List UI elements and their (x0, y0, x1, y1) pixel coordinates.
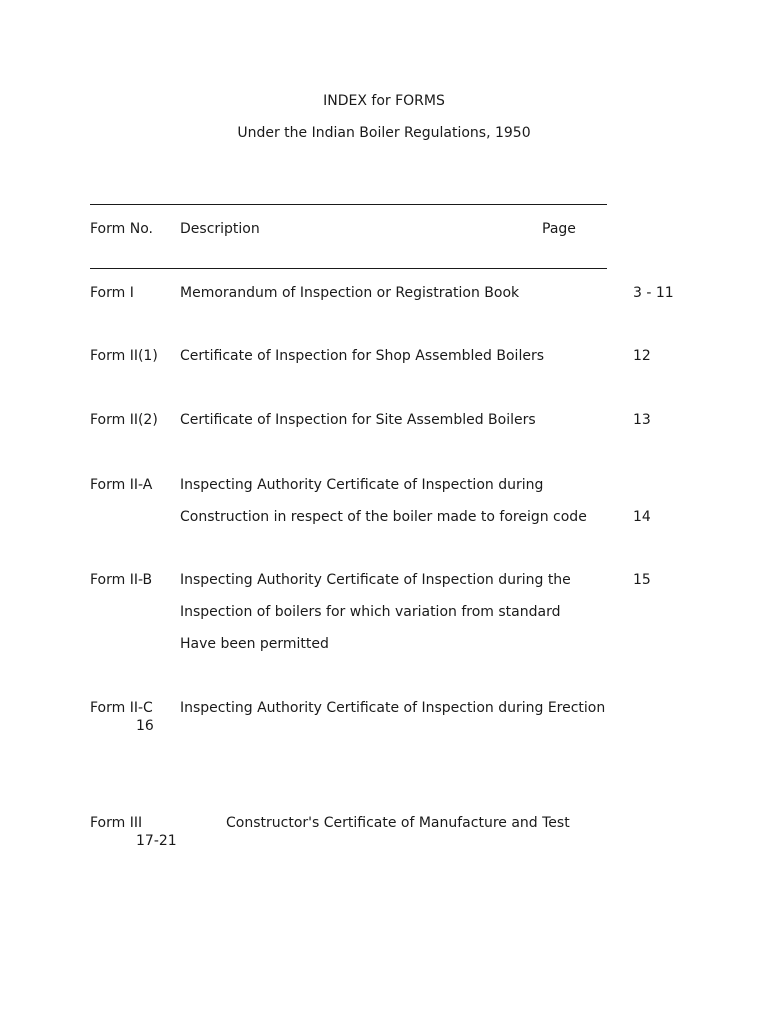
header-form-no: Form No. (90, 221, 153, 237)
page-number: 12 (633, 348, 651, 364)
page-number: 3 - 11 (633, 285, 674, 301)
form-description-line: Construction in respect of the boiler made to foreign code (180, 509, 587, 525)
page-number: 13 (633, 412, 651, 428)
form-number: Form II-C (90, 700, 153, 716)
page-number: 14 (633, 509, 651, 525)
form-number: Form II-A (90, 477, 153, 493)
document-subtitle: Under the Indian Boiler Regulations, 1950 (237, 125, 531, 141)
form-description-line: Inspecting Authority Certificate of Inspection during the (180, 572, 571, 588)
page-number: 16 (136, 718, 154, 734)
header-page: Page (542, 221, 576, 237)
form-description: Certificate of Inspection for Site Assembled Boilers (180, 412, 536, 428)
page-number: 15 (633, 572, 651, 588)
document-title: INDEX for FORMS (323, 93, 445, 109)
header-description: Description (180, 221, 260, 237)
form-number: Form I (90, 285, 134, 301)
form-description: Constructor's Certificate of Manufacture and Test (226, 815, 570, 831)
form-description-line: Have been permitted (180, 636, 329, 652)
form-description: Memorandum of Inspection or Registration Book (180, 285, 520, 301)
form-number: Form III (90, 815, 143, 831)
form-description: Inspecting Authority Certificate of Inspection during Erection (180, 700, 606, 716)
form-number: Form II(2) (90, 412, 158, 428)
page-number: 17-21 (136, 833, 177, 849)
top-rule (90, 204, 607, 205)
form-description-line: Inspection of boilers for which variation from standard (180, 604, 561, 620)
form-number: Form II(1) (90, 348, 158, 364)
header-rule (90, 268, 607, 269)
form-number: Form II-B (90, 572, 153, 588)
form-description-line: Inspecting Authority Certificate of Inspection during (180, 477, 544, 493)
form-description: Certificate of Inspection for Shop Assembled Boilers (180, 348, 544, 364)
